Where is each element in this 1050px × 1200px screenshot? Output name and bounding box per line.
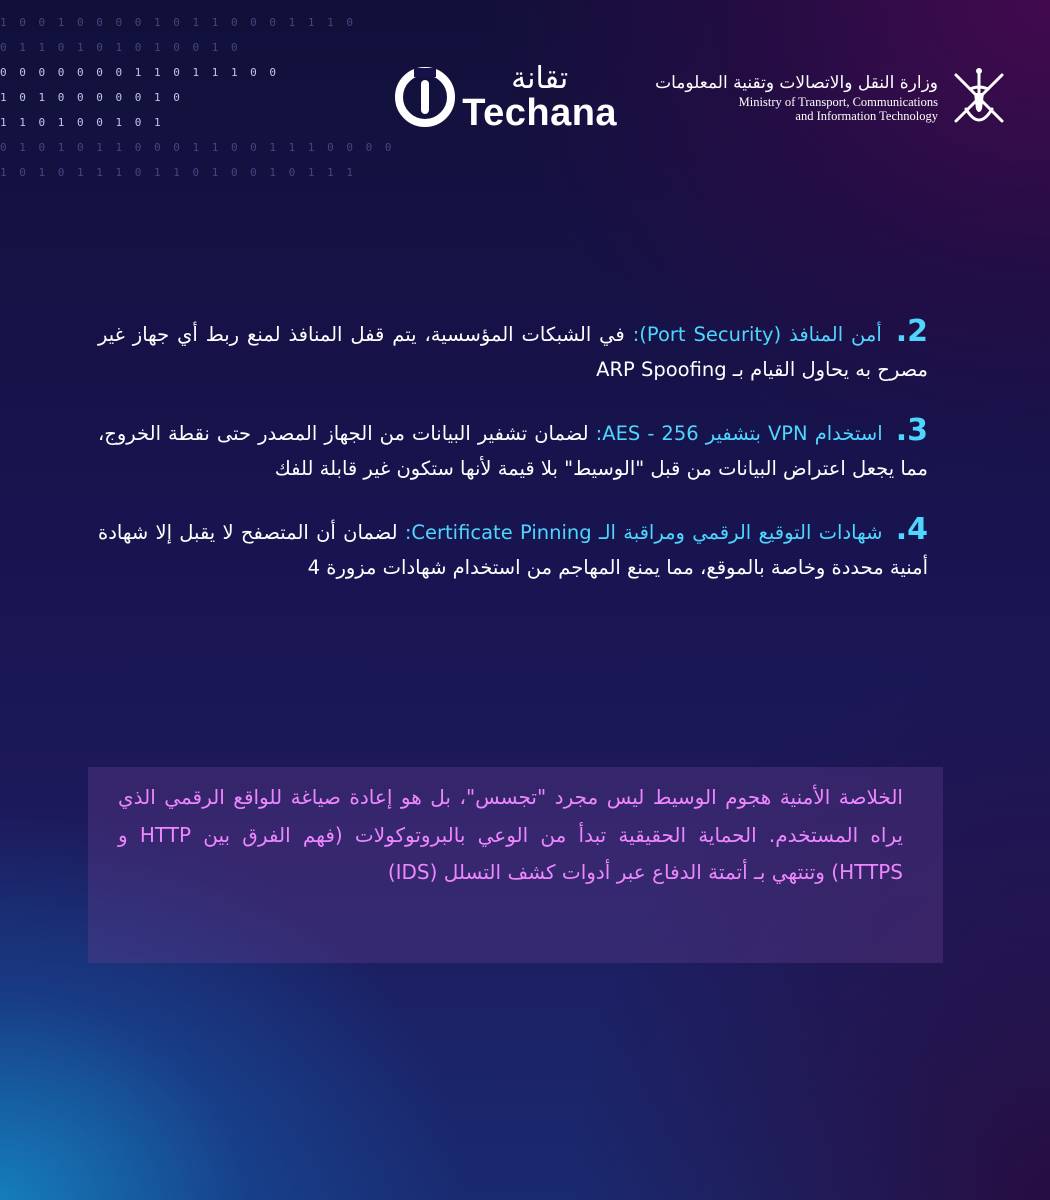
header xyxy=(394,52,1010,142)
summary-box xyxy=(88,767,943,963)
item-heading: استخدام VPN بتشفير AES - 256: xyxy=(595,422,883,445)
binary-row: 1 0 1 0 1 1 1 0 1 1 0 1 0 0 1 0 1 1 1 xyxy=(0,166,357,179)
ministry-name-english-line2: and Information Technology xyxy=(795,109,938,123)
techana-logo xyxy=(394,61,618,134)
item-heading: أمن المنافذ (Port Security): xyxy=(632,323,882,346)
techana-logo-icon xyxy=(394,66,456,128)
binary-row: 1 1 0 1 0 0 1 0 1 xyxy=(0,116,164,129)
summary-text: الخلاصة الأمنية هجوم الوسيط ليس مجرد "تجسس"، بل هو إعادة صياغة للواقع الرقمي الذي يراه المستخدم. الحماية الحقيقية تبدأ من الوعي بالبروتوكولات (فهم الفرق بين HTTP و HTTPS) وتنتهي بـ أتمتة الدفاع عبر أدوات كشف التسلل (IDS) xyxy=(118,785,904,884)
binary-row: 1 0 1 0 0 0 0 0 1 0 xyxy=(0,91,183,104)
item-number: 4. xyxy=(895,512,929,547)
item-number: 2. xyxy=(895,314,929,349)
brand-name-english: Techana xyxy=(462,92,618,134)
item-body: لضمان تشفير البيانات من الجهاز المصدر حتى نقطة الخروج، مما يجعل اعتراض البيانات من قبل "الوسيط" بلا قيمة لأنها ستكون غير قابلة للفك xyxy=(98,422,928,480)
ministry-logo xyxy=(655,63,1010,131)
list-item xyxy=(98,413,928,486)
item-heading: شهادات التوقيع الرقمي ومراقبة الـ Certificate Pinning: xyxy=(404,521,883,544)
list-item xyxy=(98,512,928,585)
ministry-name-english-line1: Ministry of Transport, Communications xyxy=(738,95,938,109)
brand-name-arabic: تقانة xyxy=(511,61,569,96)
binary-row: 1 0 0 1 0 0 0 0 1 0 1 1 0 0 0 1 1 1 0 xyxy=(0,16,357,29)
item-body: في الشبكات المؤسسية، يتم قفل المنافذ لمنع ربط أي جهاز غير مصرح به يحاول القيام بـ ARP Spoofing xyxy=(98,323,928,381)
security-measures-list xyxy=(98,314,928,611)
binary-row: 0 0 0 0 0 0 0 1 1 0 1 1 1 0 0 xyxy=(0,66,280,79)
list-item xyxy=(98,314,928,387)
binary-row: 0 1 1 0 1 0 1 0 1 0 0 1 0 xyxy=(0,41,241,54)
binary-row: 0 1 0 1 0 1 1 0 0 0 1 1 0 0 1 1 1 0 0 0 0 xyxy=(0,141,395,154)
item-number: 3. xyxy=(895,413,928,448)
item-body: لضمان أن المتصفح لا يقبل إلا شهادة أمنية محددة وخاصة بالموقع، مما يمنع المهاجم من استخدام شهادات مزورة 4 xyxy=(98,521,928,579)
ministry-name-arabic: وزارة النقل والاتصالات وتقنية المعلومات xyxy=(655,73,938,93)
oman-emblem-icon xyxy=(948,63,1010,131)
binary-code-decoration xyxy=(0,10,395,185)
